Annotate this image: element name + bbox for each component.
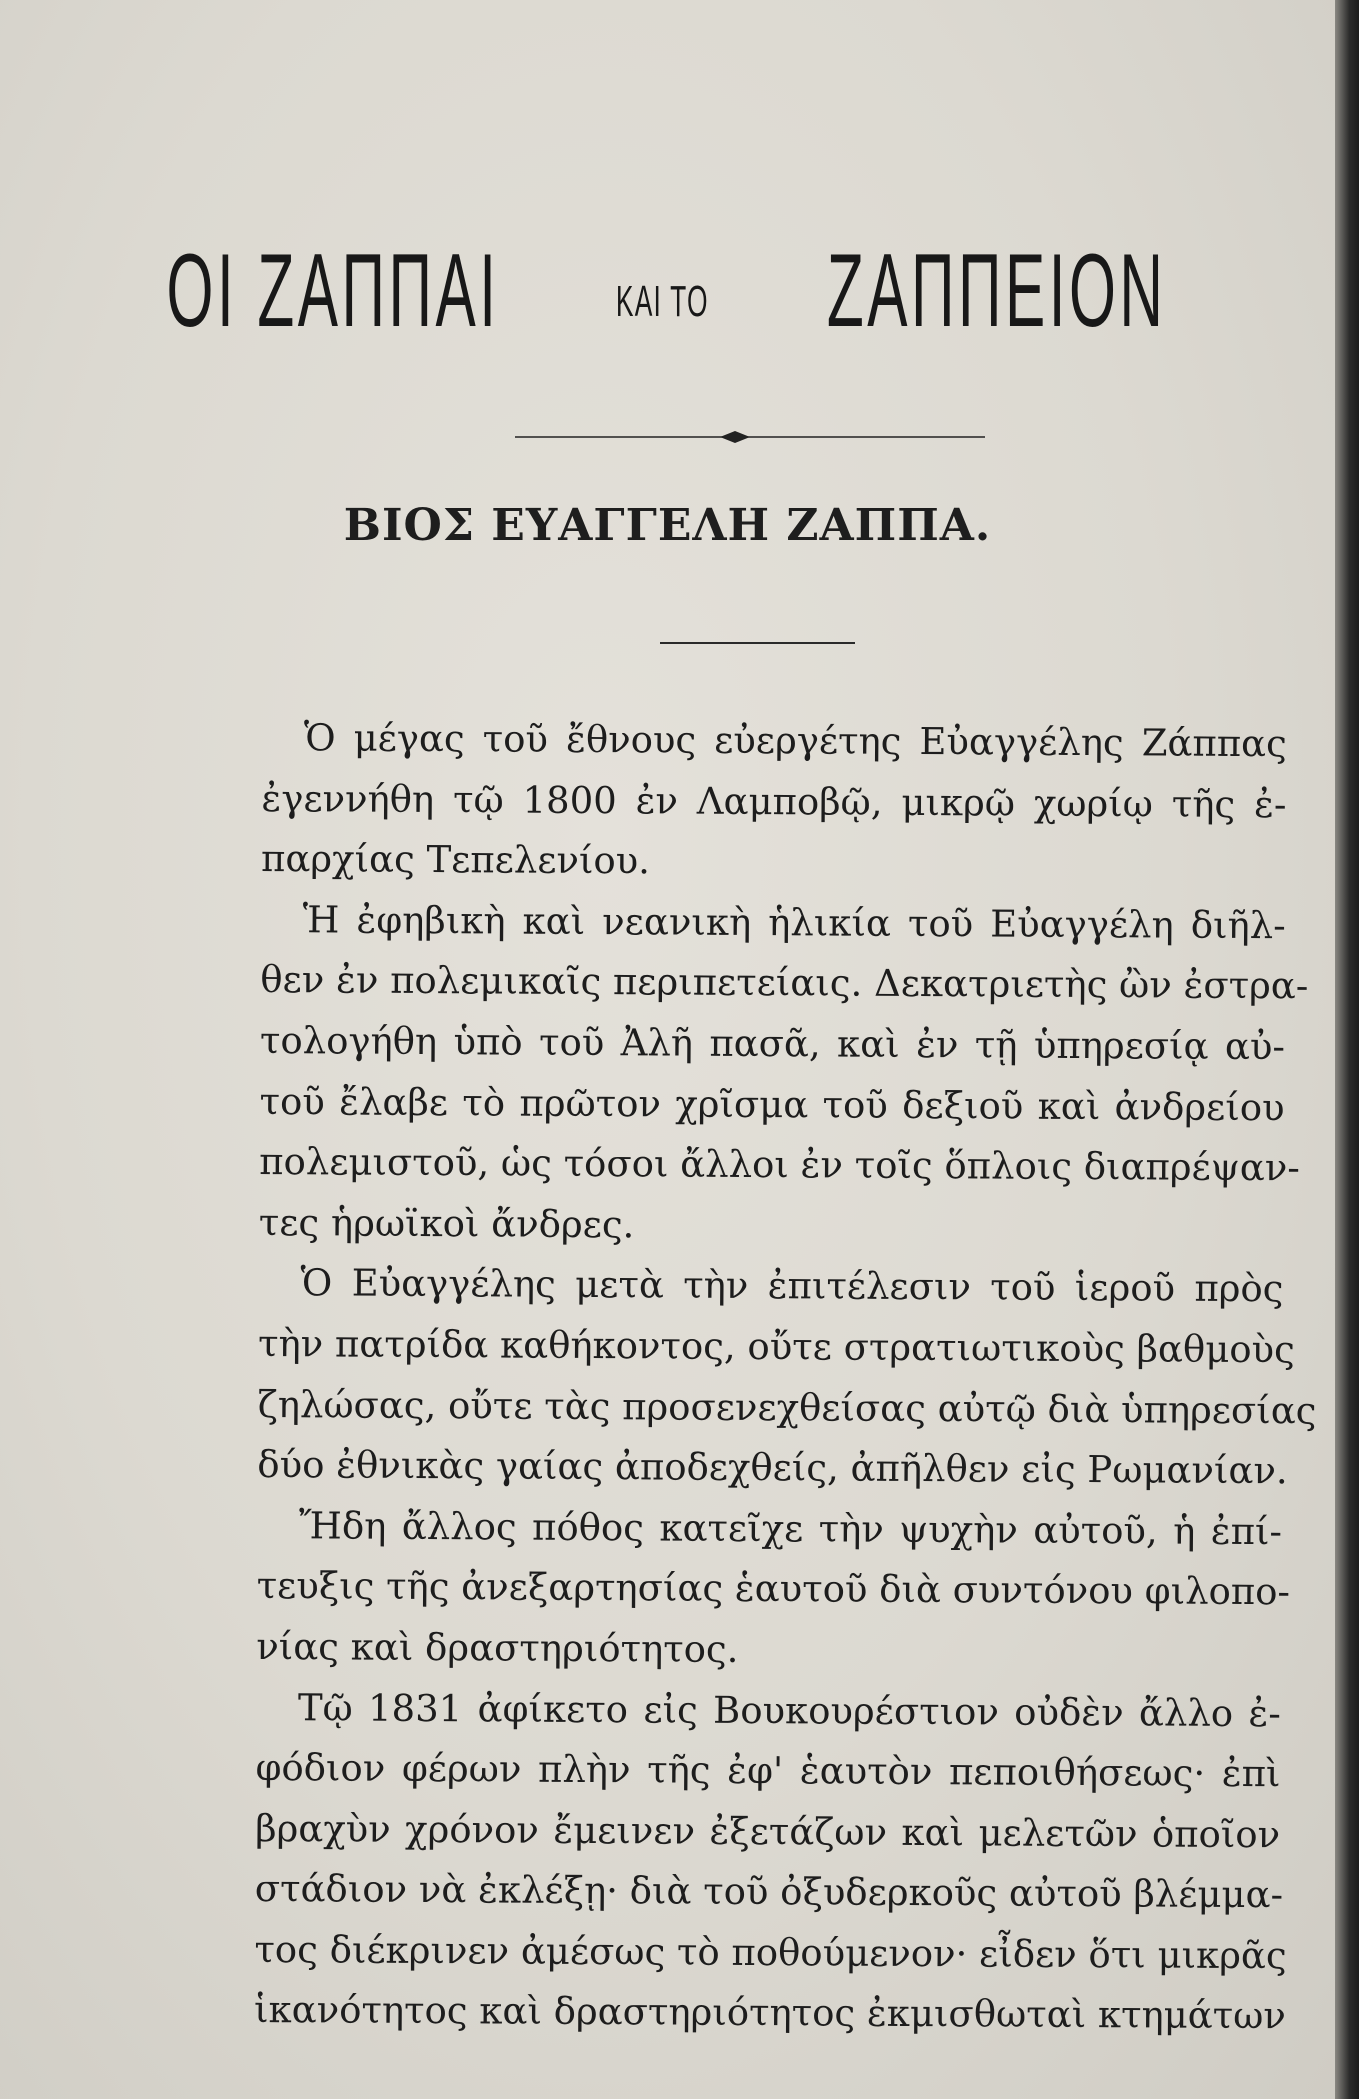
- page-edge-shadow: [1335, 0, 1359, 2099]
- text-line: θεν ἐν πολεμικαῖς περιπετείαις. Δεκατριετὴς ὢν ἐστρα-: [260, 958, 1309, 1008]
- text-line: τοῦ ἔλαβε τὸ πρῶτον χρῖσμα τοῦ δεξιοῦ καὶ ἀνδρείου: [259, 1079, 1285, 1129]
- text-line: τος διέκρινεν ἀμέσως τὸ ποθούμενον· εἶδεν ὅτι μικρᾶς: [254, 1927, 1287, 1978]
- text-line: Τῷ 1831 ἀφίκετο εἰς Βουκουρέστιον οὐδὲν ἄλλο ἐ-: [297, 1685, 1282, 1735]
- text-line: ἐγεννήθη τῷ 1800 ἐν Λαμποβῷ, μικρῷ χωρίῳ τῆς ἐ-: [261, 776, 1287, 826]
- chapter-heading: ΒΙΟΣ ΕΥΑΓΓΕΛΗ ΖΑΠΠΑ.: [343, 500, 992, 551]
- title-part-2: ΚΑΙ ΤΟ: [615, 277, 709, 326]
- text-line: βραχὺν χρόνον ἔμεινεν ἐξετάζων καὶ μελετῶν ὁποῖον: [255, 1806, 1281, 1856]
- title-part-3: ΖΑΠΠΕΙΟΝ: [826, 233, 1167, 349]
- text-line: τολογήθη ὑπὸ τοῦ Ἀλῆ πασᾶ, καὶ ἐν τῇ ὑπηρεσίᾳ αὐ-: [259, 1018, 1286, 1069]
- body-text: [253, 708, 1317, 2047]
- ornament-divider: [515, 430, 985, 444]
- text-line: ζηλώσας, οὔτε τὰς προσενεχθείσας αὐτῷ διὰ ὑπηρεσίας: [257, 1382, 1317, 1432]
- text-line: φόδιον φέρων πλὴν τῆς ἐφ' ἑαυτὸν πεποιθήσεως· ἐπὶ: [255, 1746, 1281, 1796]
- text-line: τες ἡρωϊκοὶ ἄνδρες.: [258, 1200, 635, 1247]
- title-part-1: ΟΙ ΖΑΠΠΑΙ: [166, 233, 500, 349]
- page-title: [0, 232, 1335, 351]
- text-line: Ἡ ἐφηβικὴ καὶ νεανικὴ ἡλικία τοῦ Εὐαγγέλη διῆλ-: [302, 898, 1286, 948]
- text-line: δύο ἐθνικὰς γαίας ἀποδεχθείς, ἀπῆλθεν εἰς Ρωμανίαν.: [257, 1443, 1288, 1493]
- text-line: πολεμιστοῦ, ὡς τόσοι ἄλλοι ἐν τοῖς ὅπλοις διαπρέψαν-: [259, 1140, 1300, 1190]
- text-line: Ὁ Εὐαγγέλης μετὰ τὴν ἐπιτέλεσιν τοῦ ἱεροῦ πρὸς: [300, 1261, 1284, 1311]
- short-rule: [660, 642, 855, 644]
- text-line: τὴν πατρίδα καθήκοντος, οὔτε στρατιωτικοὺς βαθμοὺς: [257, 1321, 1295, 1372]
- text-line: ἱκανότητος καὶ δραστηριότητος ἐκμισθωταὶ κτημάτων: [253, 1988, 1286, 2038]
- text-line: παρχίας Τεπελενίου.: [260, 837, 651, 883]
- text-line: Ἤδη ἄλλος πόθος κατεῖχε τὴν ψυχὴν αὐτοῦ, ἡ ἐπί-: [298, 1503, 1283, 1553]
- text-line: Ὁ μέγας τοῦ ἔθνους εὐεργέτης Εὐαγγέλης Ζάππας: [303, 716, 1287, 766]
- text-line: στάδιον νὰ ἐκλέξῃ· διὰ τοῦ ὀξυδερκοῦς αὐτοῦ βλέμμα-: [254, 1867, 1284, 1917]
- text-line: τευξις τῆς ἀνεξαρτησίας ἑαυτοῦ διὰ συντόνου φιλοπο-: [256, 1564, 1291, 1614]
- text-line: νίας καὶ δραστηριότητος.: [256, 1624, 739, 1671]
